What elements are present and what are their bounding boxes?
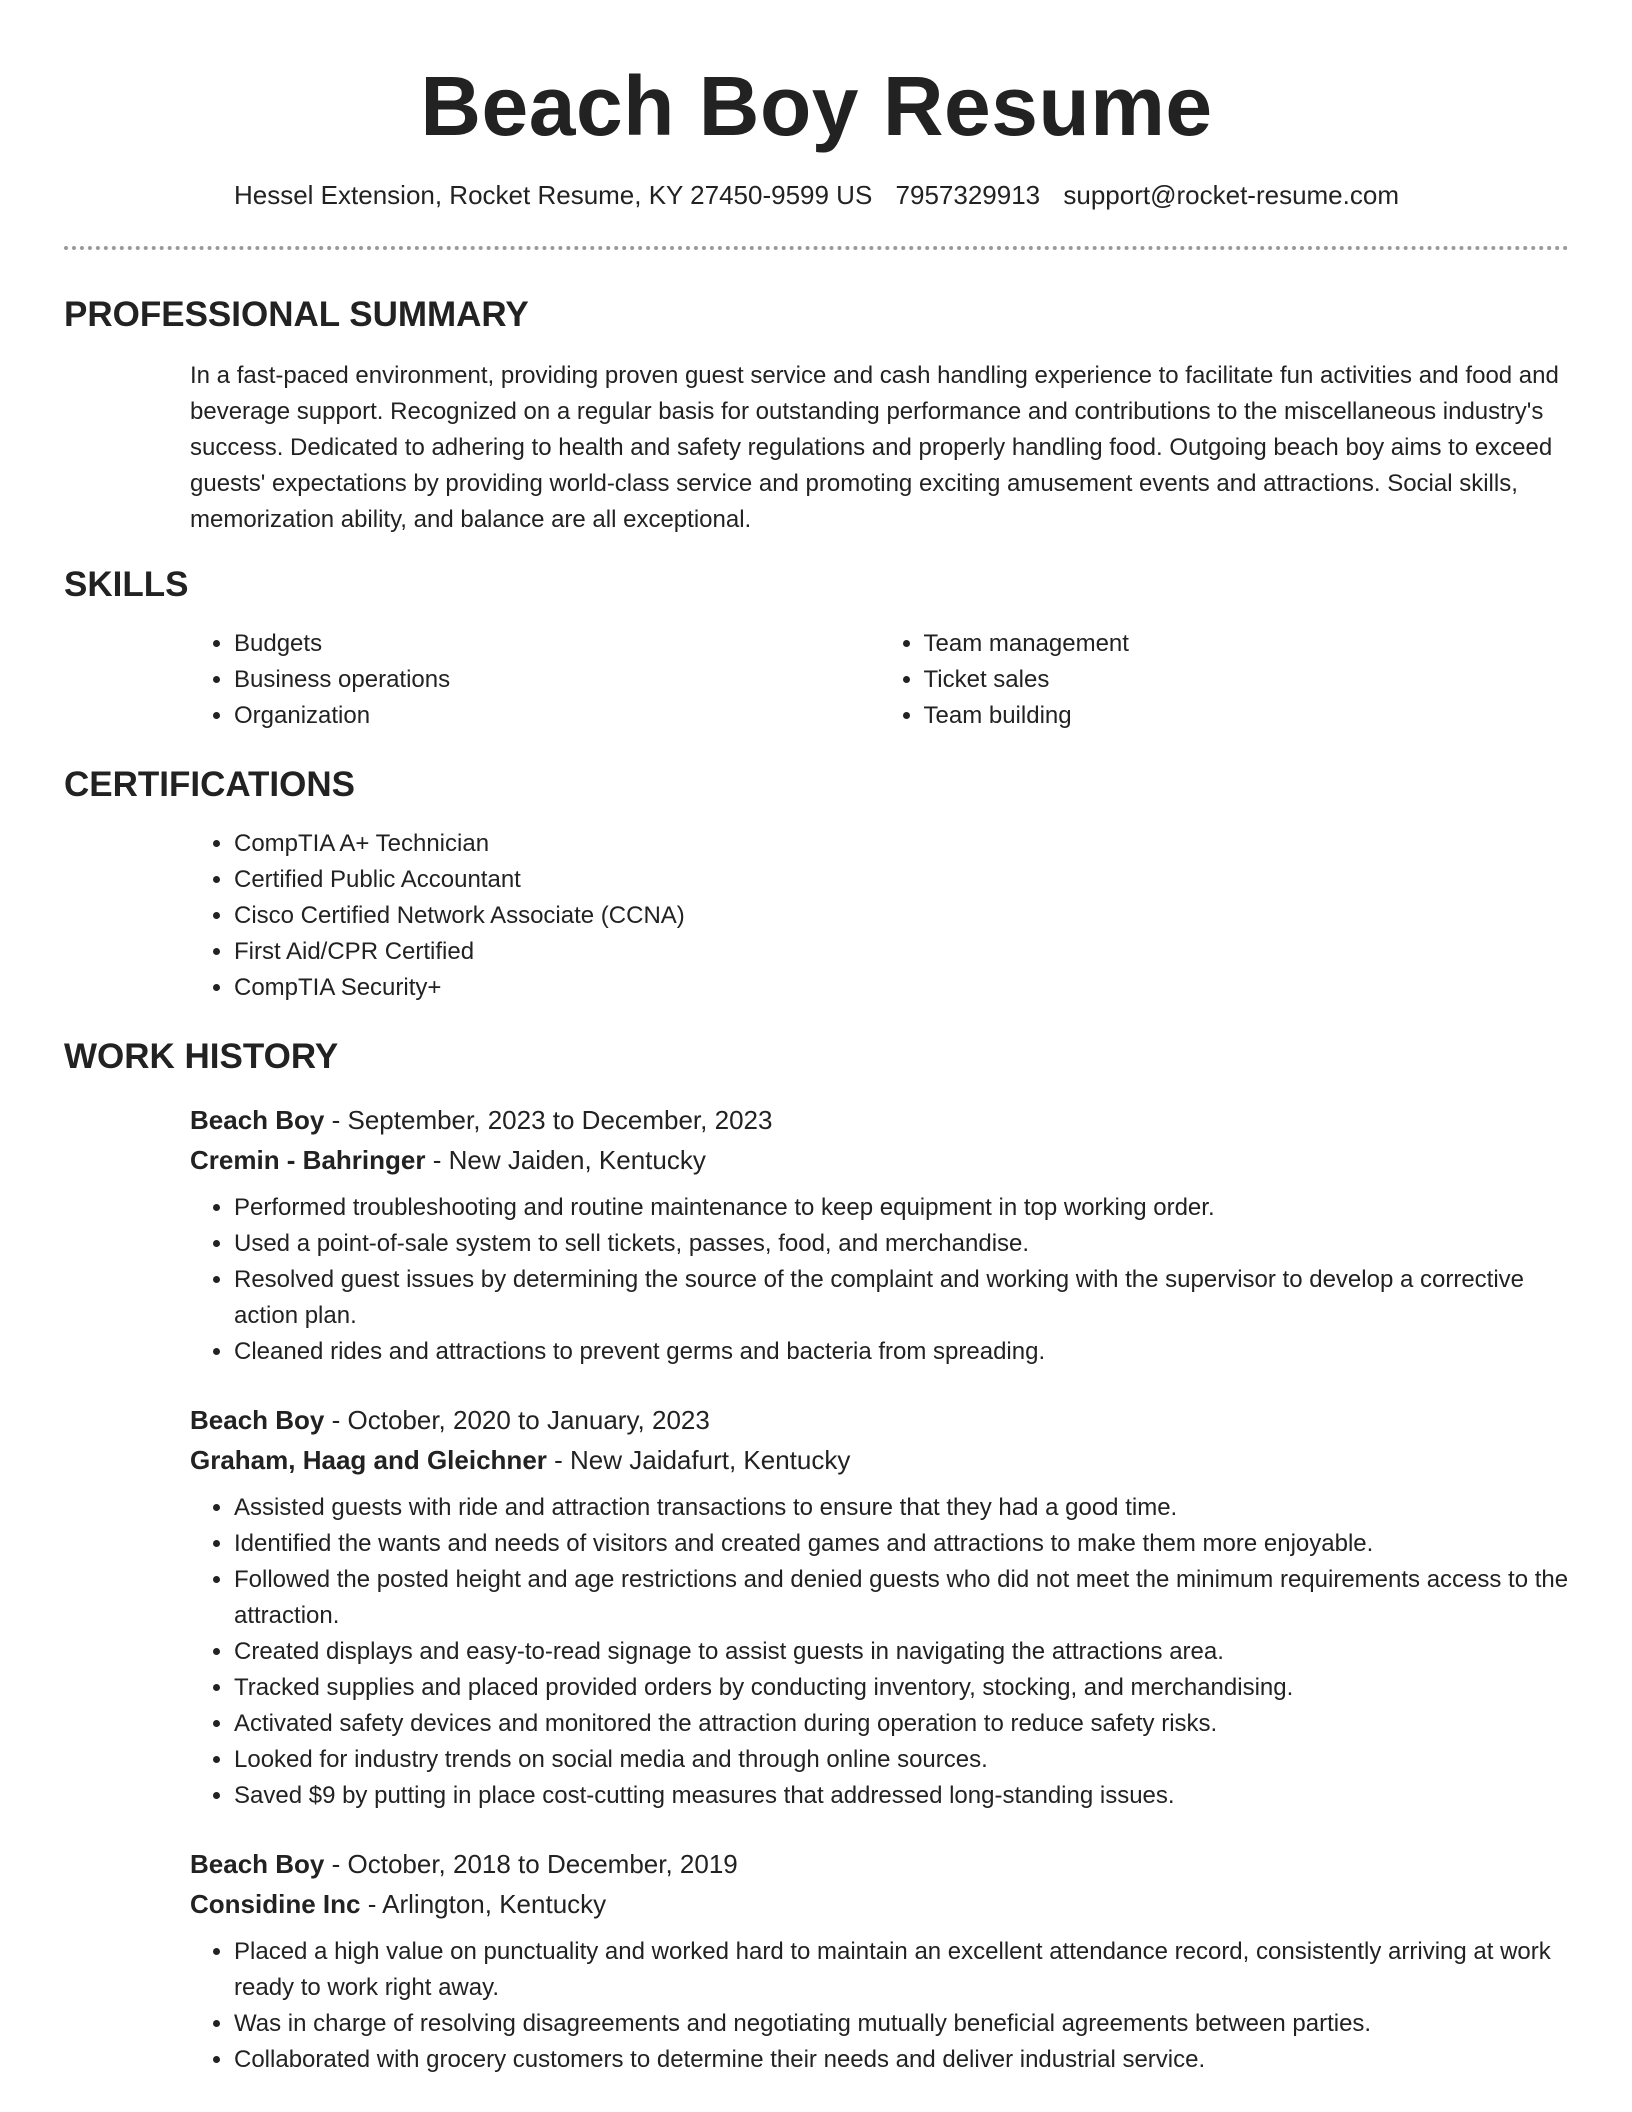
section-title-skills: SKILLS <box>64 565 189 604</box>
job-bullet: • Resolved guest issues by determining the source of the complaint and working with the supervisor to develop a corrective action plan. <box>234 1262 1569 1334</box>
job-bullet: • Followed the posted height and age restrictions and denied guests who did not meet the minimum requirements access to the attraction. <box>234 1562 1569 1634</box>
job-location: - New Jaiden, Kentucky <box>425 1145 706 1175</box>
contact-phone: 7957329913 <box>895 180 1041 210</box>
certification-item: • Cisco Certified Network Associate (CCNA) <box>234 898 1569 934</box>
job-title-line <box>190 1400 1569 1440</box>
skill-item: • Business operations <box>234 662 880 698</box>
job-bullets <box>190 1490 1569 1814</box>
contact-address: Hessel Extension, Rocket Resume, KY 27450-9599 US <box>233 180 873 210</box>
section-title-summary: PROFESSIONAL SUMMARY <box>64 295 529 334</box>
job-bullet: • Used a point-of-sale system to sell tickets, passes, food, and merchandise. <box>234 1226 1569 1262</box>
job-role: Beach Boy <box>190 1405 325 1435</box>
job-dates: - October, 2020 to January, 2023 <box>324 1405 710 1435</box>
job-bullet: • Cleaned rides and attractions to prevent germs and bacteria from spreading. <box>234 1334 1569 1370</box>
job-company-line <box>190 1440 1569 1480</box>
resume-title: Beach Boy Resume <box>420 59 1213 153</box>
summary-text: In a fast-paced environment, providing proven guest service and cash handling experience to facilitate fun activities and food and beverage support. Recognized on a regular basis for outstanding performance and contributions to the miscellaneous industry's success. Dedicated to adhering to health and safety regulations and properly handling food. Outgoing beach boy aims to exceed guests' expectations by providing world-class service and promoting exciting amusement events and attractions. Social skills, memorization ability, and balance are all exceptional. <box>190 362 1559 533</box>
job-company-line <box>190 1140 1569 1180</box>
job-bullet: • Looked for industry trends on social media and through online sources. <box>234 1742 1569 1778</box>
job-bullet: • Activated safety devices and monitored the attraction during operation to reduce safety risks. <box>234 1706 1569 1742</box>
job-bullet: • Tracked supplies and placed provided orders by conducting inventory, stocking, and merchandising. <box>234 1670 1569 1706</box>
job-location: - New Jaidafurt, Kentucky <box>546 1445 851 1475</box>
job-bullet: • Performed troubleshooting and routine maintenance to keep equipment in top working order. <box>234 1190 1569 1226</box>
job-bullet: • Identified the wants and needs of visitors and created games and attractions to make them more enjoyable. <box>234 1526 1569 1562</box>
skill-item: • Team building <box>924 698 1570 734</box>
job-bullet: • Was in charge of resolving disagreements and negotiating mutually beneficial agreements between parties. <box>234 2006 1569 2042</box>
job-title-line <box>190 1844 1569 1884</box>
certifications-list <box>190 826 1569 1006</box>
job-company-line <box>190 1884 1569 1924</box>
skill-item: • Team management <box>924 626 1570 662</box>
skill-item: • Ticket sales <box>924 662 1570 698</box>
skills-column-right <box>880 626 1570 734</box>
job-entry <box>190 1400 1569 1814</box>
job-dates: - October, 2018 to December, 2019 <box>324 1849 738 1879</box>
job-bullet: • Placed a high value on punctuality and worked hard to maintain an excellent attendance record, consistently arriving at work ready to work right away. <box>234 1934 1569 2006</box>
job-bullet: • Saved $9 by putting in place cost-cutting measures that addressed long-standing issues. <box>234 1778 1569 1814</box>
section-title-certifications: CERTIFICATIONS <box>64 765 356 804</box>
certification-item: • First Aid/CPR Certified <box>234 934 1569 970</box>
certification-item: • CompTIA A+ Technician <box>234 826 1569 862</box>
job-dates: - September, 2023 to December, 2023 <box>324 1105 773 1135</box>
job-company: Considine Inc <box>190 1889 361 1919</box>
resume-page <box>64 0 1569 2078</box>
job-company: Graham, Haag and Gleichner <box>190 1445 547 1475</box>
skill-item: • Organization <box>234 698 880 734</box>
section-title-work-history: WORK HISTORY <box>64 1037 339 1076</box>
skills-list <box>190 626 1569 734</box>
job-bullet: • Assisted guests with ride and attraction transactions to ensure that they had a good time. <box>234 1490 1569 1526</box>
job-company: Cremin - Bahringer <box>190 1145 426 1175</box>
certification-item: • Certified Public Accountant <box>234 862 1569 898</box>
contact-email: support@rocket-resume.com <box>1063 180 1399 210</box>
certification-item: • CompTIA Security+ <box>234 970 1569 1006</box>
job-title-line <box>190 1100 1569 1140</box>
job-bullet: • Created displays and easy-to-read signage to assist guests in navigating the attractions area. <box>234 1634 1569 1670</box>
job-entry <box>190 1100 1569 1370</box>
skill-item: • Budgets <box>234 626 880 662</box>
job-bullets <box>190 1190 1569 1370</box>
skills-column-left <box>190 626 880 734</box>
job-entry <box>190 1844 1569 2078</box>
header-divider <box>64 246 1569 250</box>
job-bullets <box>190 1934 1569 2078</box>
job-role: Beach Boy <box>190 1849 325 1879</box>
job-location: - Arlington, Kentucky <box>360 1889 607 1919</box>
job-role: Beach Boy <box>190 1105 325 1135</box>
job-bullet: • Collaborated with grocery customers to determine their needs and deliver industrial service. <box>234 2042 1569 2078</box>
contact-line <box>64 178 1569 212</box>
